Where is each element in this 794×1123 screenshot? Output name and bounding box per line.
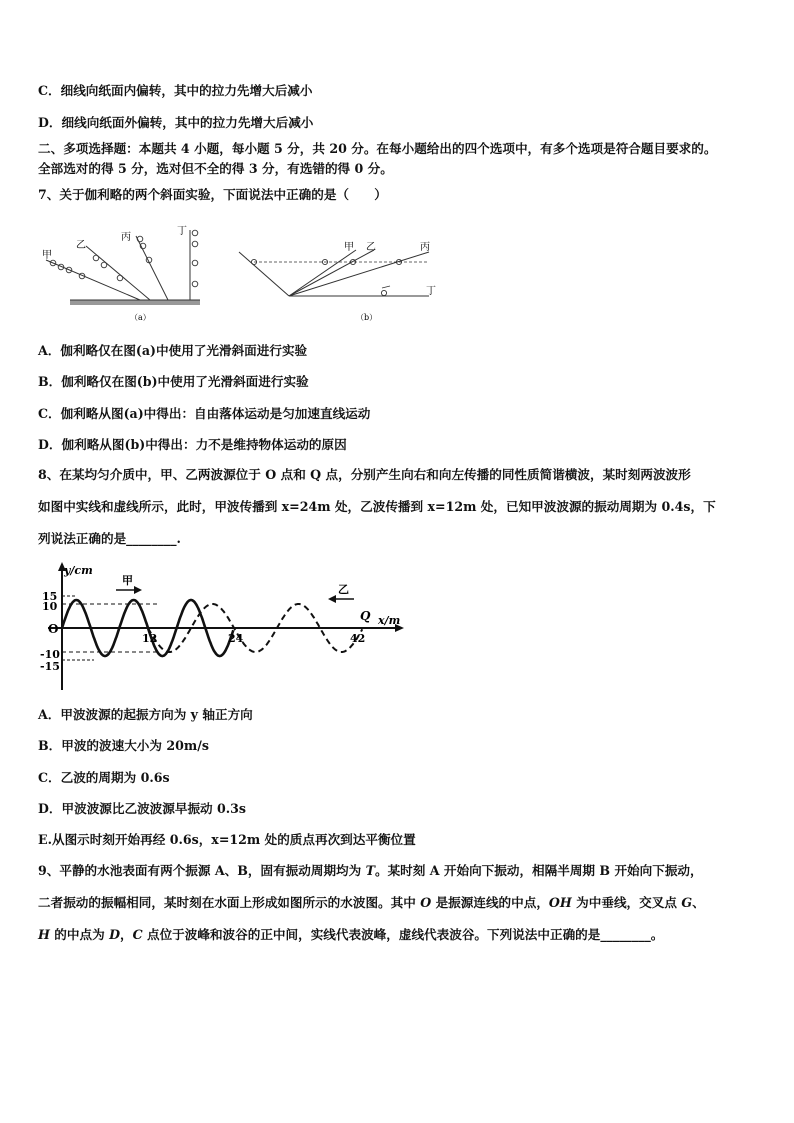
incline-bing [136,236,168,300]
q8-option-e: E.从图示时刻开始再经 0.6s，x=12m 处的质点再次到达平衡位置 [38,832,416,847]
section2-instruction-1: 二、多项选择题：本题共 4 小题，每小题 5 分，共 20 分。在每小题给出的四个选项中，有多个选项是符合题目要求的。 [38,141,717,156]
q8-option-b: B．甲波的波速大小为 20m/s [38,738,209,753]
q7-figure-b [234,236,444,326]
label-bing: 丙 [420,242,430,253]
prev-option-c: C．细线向纸面内偏转，其中的拉力先增大后减小 [38,83,313,98]
label-ding: 丁 [426,286,436,297]
q7-option-d: D．伽利略从图(b)中得出：力不是维持物体运动的原因 [38,437,347,452]
y-label: y/cm [64,564,93,577]
q9-stem-line3: H 的中点为 D，C 点位于波峰和波谷的正中间，实线代表波峰，虚线代表波谷。下列说法中正确的是________。 [38,927,664,942]
q7-option-c: C．伽利略从图(a)中得出：自由落体运动是匀加速直线运动 [38,406,371,421]
q7-stem: 7、关于伽利略的两个斜面实验，下面说法中正确的是（ ） [38,187,387,202]
label-yi: 乙 [366,242,376,253]
y-tick-15: 15 [42,590,58,603]
q8-option-c: C．乙波的周期为 0.6s [38,770,170,785]
label-jia: 甲 [344,242,354,253]
prev-option-d: D．细线向纸面外偏转，其中的拉力先增大后减小 [38,115,314,130]
y-tick-neg15: -15 [40,660,60,673]
x-tick-12: 12 [142,632,158,645]
y-tick-10: 10 [42,600,58,613]
q8-stem-line3: 列说法正确的是________. [38,531,181,546]
caption-a: （a） [130,313,151,322]
jia-label: 甲 [122,574,133,587]
caption-b: （b） [356,313,378,322]
y-tick-neg10: -10 [40,648,60,661]
origin-label: O [48,622,59,636]
x-tick-24: 24 [228,632,244,645]
q8-stem-line2: 如图中实线和虚线所示，此时，甲波传播到 x=24m 处，乙波传播到 x=12m 处，已知甲波波源的振动周期为 0.4s，下 [38,499,716,514]
label-jia: 甲 [42,250,52,261]
q9-stem-line1: 9、平静的水池表面有两个振源 A、B，固有振动周期均为 T。某时刻 A 开始向下振动，相隔半周期 B 开始向下振动， [38,863,703,878]
q7-option-a: A．伽利略仅在图(a)中使用了光滑斜面进行实验 [38,343,308,358]
ground-hatch [70,300,200,305]
label-ding: 丁 [177,226,187,237]
section2-instruction-2: 全部选对的得 5 分，选对但不全的得 3 分，有选错的得 0 分。 [38,161,393,176]
left-incline [239,252,289,296]
q8-wave-graph [38,560,418,695]
q8-stem-line1: 8、在某均匀介质中，甲、乙两波源位于 O 点和 Q 点，分别产生向右和向左传播的同性质简谐横波，某时刻两波波形 [38,467,691,482]
q7-figure-a [38,222,208,324]
label-yi: 乙 [76,240,86,251]
q7-option-b: B．伽利略仅在图(b)中使用了光滑斜面进行实验 [38,374,309,389]
label-bing: 丙 [121,232,131,243]
q-label: Q [360,609,371,623]
incline-jia [289,250,356,296]
yi-label: 乙 [338,583,349,596]
q8-option-a: A．甲波波源的起振方向为 y 轴正方向 [38,707,253,722]
x-tick-42: 42 [350,632,366,645]
x-label: x/m [378,614,401,627]
q8-option-d: D．甲波波源比乙波波源早振动 0.3s [38,801,247,816]
q9-stem-line2: 二者振动的振幅相同，某时刻在水面上形成如图所示的水波图。其中 O 是振源连线的中点，OH 为中垂线，交叉点 G、 [38,895,705,910]
incline-yi [86,246,150,300]
